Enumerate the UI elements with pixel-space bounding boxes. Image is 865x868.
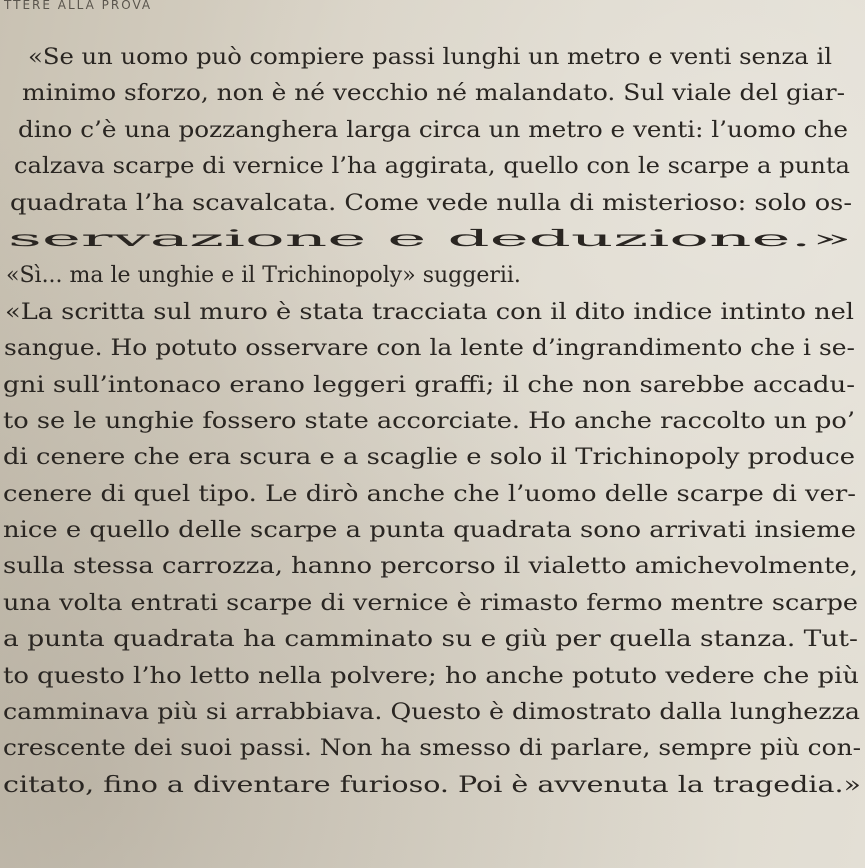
body-text — [0, 40, 865, 804]
text-line: di cenere che era scura e a scaglie e solo il Trichinopoly produce — [3, 445, 855, 471]
text-line: quadrata l’ha scavalcata. Come vede nulla di misterioso: solo os- — [10, 190, 852, 216]
text-line: minimo sforzo, non è né vecchio né malandato. Sul viale del giar- — [22, 81, 845, 107]
text-line: una volta entrati scarpe di vernice è rimasto fermo mentre scarpe — [3, 590, 858, 616]
text-line: cenere di quel tipo. Le dirò anche che l’uomo delle scarpe di ver- — [3, 481, 857, 507]
text-line: crescente dei suoi passi. Non ha smesso di parlare, sempre più con- — [3, 736, 861, 762]
text-line: camminava più si arrabbiava. Questo è dimostrato dalla lunghezza — [3, 700, 860, 726]
text-line: gni sull’intonaco erano leggeri graffi; il che non sarebbe accadu- — [3, 372, 855, 398]
text-line: calzava scarpe di vernice l’ha aggirata, quello con le scarpe a punta — [14, 154, 850, 180]
text-line: sangue. Ho potuto osservare con la lente d’ingrandimento che i se- — [4, 336, 855, 362]
text-line: to se le unghie fossero state accorciate. Ho anche raccolto un po’ — [3, 408, 855, 434]
text-line: «Se un uomo può compiere passi lunghi un metro e venti senza il — [28, 45, 833, 70]
text-line: nice e quello delle scarpe a punta quadrata sono arrivati insieme — [3, 518, 856, 544]
text-line: «Sì... ma le unghie e il Trichinopoly» suggerii. — [6, 263, 521, 289]
text-line: a punta quadrata ha camminato su e giù per quella stanza. Tut- — [3, 627, 858, 653]
text-line: citato, fino a diventare furioso. Poi è avvenuta la tragedia.» — [3, 772, 861, 798]
text-line: sulla stessa carrozza, hanno percorso il vialetto amichevolmente, — [3, 554, 859, 580]
text-line: dino c’è una pozzanghera larga circa un metro e venti: l’uomo che — [18, 117, 848, 143]
text-line: to questo l’ho letto nella polvere; ho anche potuto vedere che più — [3, 663, 859, 689]
running-head: TTERE ALLA PROVA — [4, 0, 153, 12]
text-line: servazione e deduzione.» — [8, 226, 852, 252]
text-line: «La scritta sul muro è stata tracciata con il dito indice intinto nel — [5, 299, 855, 325]
